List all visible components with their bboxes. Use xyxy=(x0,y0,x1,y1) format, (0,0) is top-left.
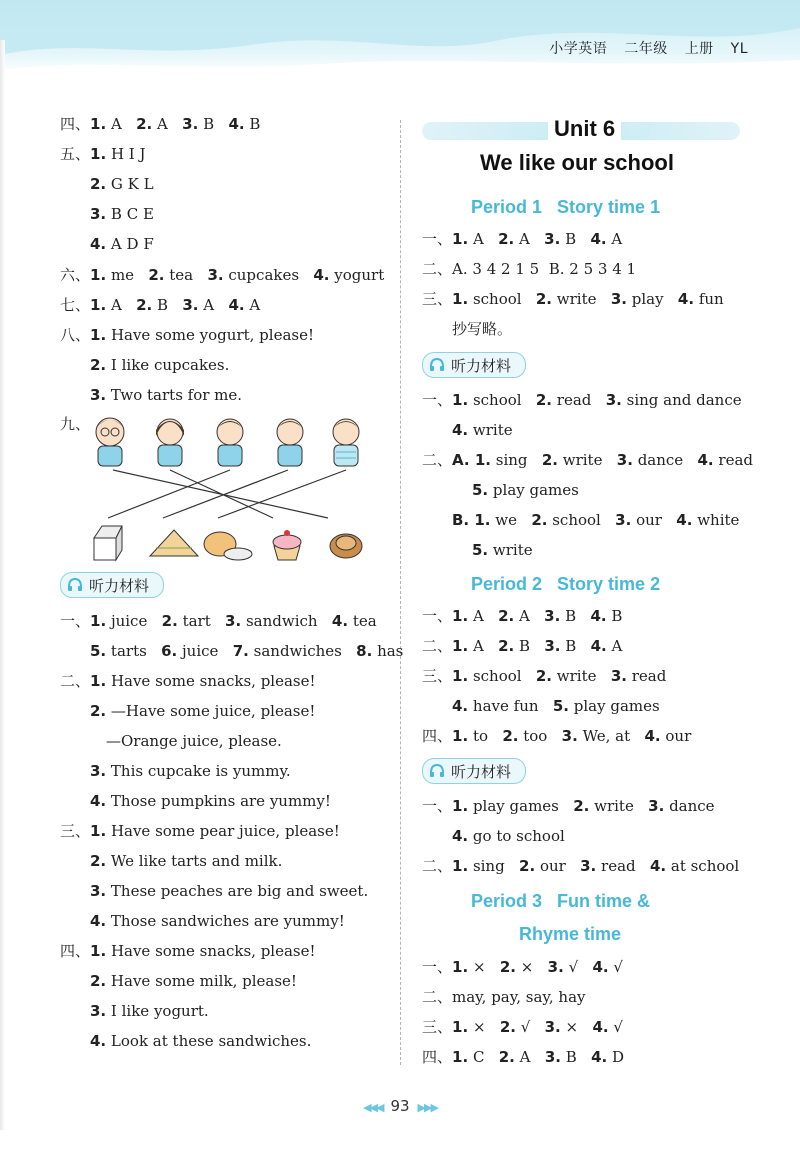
answer-line: 二、1. sing 2. our 3. read 4. at school xyxy=(422,857,740,875)
answer-line: 七、1. A 2. B 3. A 4. A xyxy=(60,296,261,314)
page-edge xyxy=(0,40,5,1130)
listening-tag-label: 听力材料 xyxy=(89,576,150,595)
arrow-right-icon: ▶▶▶ xyxy=(417,1101,437,1114)
answer-line: 一、1. juice 2. tart 3. sandwich 4. tea xyxy=(60,612,377,630)
child-figure-5 xyxy=(333,419,359,466)
header-grade: 二年级 xyxy=(624,41,668,57)
headphone-icon xyxy=(429,357,445,373)
answer-line: 5. tarts 6. juice 7. sandwiches 8. has xyxy=(90,642,404,660)
answer-line: 一、1. school 2. read 3. sing and dance xyxy=(422,391,742,409)
food-tart-icon xyxy=(330,534,362,558)
answer-line: 4. A D F xyxy=(90,235,154,253)
headphone-icon xyxy=(429,763,445,779)
food-milk-carton-icon xyxy=(94,526,122,560)
answer-line: 4. write xyxy=(452,421,513,439)
matching-illustration xyxy=(88,410,378,570)
answer-line: —Orange juice, please. xyxy=(106,732,282,750)
answer-line: 三、1. school 2. write 3. read xyxy=(422,667,667,685)
answer-line: 二、A. 1. sing 2. write 3. dance 4. read xyxy=(422,451,754,469)
answer-line: 4. have fun 5. play games xyxy=(452,697,660,715)
listening-material-tag xyxy=(60,572,164,598)
answer-line: 二、may, pay, say, hay xyxy=(422,988,586,1006)
answer-line: 4. Those sandwiches are yummy! xyxy=(90,912,345,930)
unit-title: Unit 6 xyxy=(548,116,621,142)
column-divider xyxy=(400,120,401,1065)
answer-line: 2. G K L xyxy=(90,175,154,193)
answer-line: 3. This cupcake is yummy. xyxy=(90,762,291,780)
answer-line: 四、1. C 2. A 3. B 4. D xyxy=(422,1048,625,1066)
unit-subtitle: We like our school xyxy=(480,150,674,175)
header-volume: 上册 xyxy=(684,41,714,57)
answer-line: 六、1. me 2. tea 3. cupcakes 4. yogurt xyxy=(60,266,385,284)
child-figure-2 xyxy=(156,419,184,466)
answer-line: 4. go to school xyxy=(452,827,565,845)
answer-line: 二、1. Have some snacks, please! xyxy=(60,672,316,690)
answer-line: 2. I like cupcakes. xyxy=(90,356,230,374)
answer-line: 一、1. A 2. A 3. B 4. B xyxy=(422,607,623,625)
headphone-icon xyxy=(67,577,83,593)
period-heading: Period 1 Story time 1 xyxy=(471,197,661,217)
answer-line: 五、1. H I J xyxy=(60,145,146,163)
answer-line: 四、1. to 2. too 3. We, at 4. our xyxy=(422,727,692,745)
answer-line: 二、A. 3 4 2 1 5 B. 2 5 3 4 1 xyxy=(422,260,637,278)
answer-line: 四、1. A 2. A 3. B 4. B xyxy=(60,115,261,133)
answer-line: 5. write xyxy=(472,541,533,559)
listening-material-tag xyxy=(422,758,526,784)
answer-line: 3. I like yogurt. xyxy=(90,1002,209,1020)
answer-line: 二、1. A 2. B 3. B 4. A xyxy=(422,637,623,655)
answer-line: 3. B C E xyxy=(90,205,154,223)
answer-line: 2. We like tarts and milk. xyxy=(90,852,283,870)
food-sandwich-icon xyxy=(150,530,198,556)
arrow-left-icon: ◀◀◀ xyxy=(363,1101,383,1114)
period-heading: Period 2 Story time 2 xyxy=(471,574,661,594)
answer-line: 一、1. A 2. A 3. B 4. A xyxy=(422,230,623,248)
note-text: 抄写略。 xyxy=(452,320,513,338)
child-figure-3 xyxy=(217,419,243,466)
child-figure-1 xyxy=(96,418,124,466)
answer-line: 4. Those pumpkins are yummy! xyxy=(90,792,331,810)
running-header xyxy=(537,38,748,58)
answer-line: 3. Two tarts for me. xyxy=(90,386,243,404)
answer-line: 5. play games xyxy=(472,481,579,499)
child-figure-4 xyxy=(277,419,303,466)
answer-line: 九、 xyxy=(60,415,91,433)
header-subject: 小学英语 xyxy=(549,41,608,57)
listening-tag-label: 听力材料 xyxy=(451,762,512,781)
answer-line: 一、1. × 2. × 3. √ 4. √ xyxy=(422,958,623,976)
answer-line: 三、1. school 2. write 3. play 4. fun xyxy=(422,290,724,308)
answer-line: 2. Have some milk, please! xyxy=(90,972,297,990)
answer-line: 3. These peaches are big and sweet. xyxy=(90,882,369,900)
listening-material-tag xyxy=(422,352,526,378)
page-number: 93 xyxy=(390,1097,410,1115)
answer-line: 三、1. Have some pear juice, please! xyxy=(60,822,340,840)
period-heading-cont: Rhyme time xyxy=(519,924,622,944)
answer-line: 八、1. Have some yogurt, please! xyxy=(60,326,315,344)
food-pumpkin-icon xyxy=(204,532,252,560)
answer-line: 四、1. Have some snacks, please! xyxy=(60,942,316,960)
matching-lines xyxy=(108,470,346,518)
period-heading: Period 3 Fun time & xyxy=(471,891,651,911)
header-edition: YL xyxy=(730,41,748,57)
answer-line: B. 1. we 2. school 3. our 4. white xyxy=(452,511,740,529)
answer-line: 三、1. × 2. √ 3. × 4. √ xyxy=(422,1018,623,1036)
food-cupcake-icon xyxy=(273,530,301,560)
answer-line: 4. Look at these sandwiches. xyxy=(90,1032,312,1050)
page-number-footer xyxy=(0,1097,800,1115)
answer-line: 一、1. play games 2. write 3. dance xyxy=(422,797,715,815)
listening-tag-label: 听力材料 xyxy=(451,356,512,375)
answer-line: 2. —Have some juice, please! xyxy=(90,702,316,720)
